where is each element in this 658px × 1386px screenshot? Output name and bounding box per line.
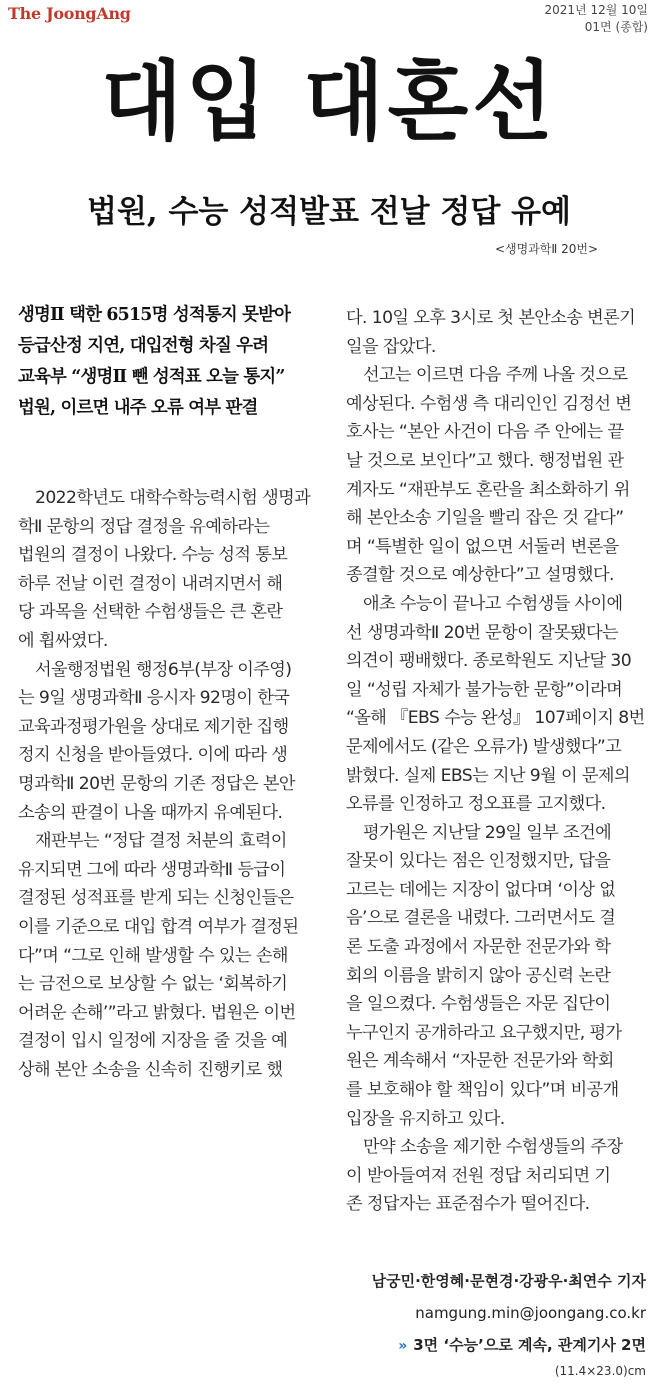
article-line: 이를 기준으로 대입 합격 여부가 결정된: [18, 916, 299, 937]
byline: 남궁민·한영혜·문현경·강광우·최연수 기자: [371, 1272, 646, 1290]
article-line: 계자도 “재판부도 혼란을 최소화하기 위: [346, 479, 630, 500]
article-line: 당 과목을 선택한 수험생들은 큰 혼란: [18, 602, 283, 623]
issue-page: 01면 (종합): [584, 20, 648, 34]
article-line: 어려운 손해’”라고 밝혔다. 법원은 이번: [18, 1002, 296, 1023]
article-line: 명과학Ⅱ 20번 문항의 기존 정답은 본안: [18, 773, 295, 794]
summary-line: 교육부 “생명Ⅱ 뺀 성적표 오늘 통지”: [18, 367, 285, 387]
continuation-text: 3면 ‘수능’으로 계속, 관계기사 2면: [413, 1336, 646, 1354]
article-line: 을 일으켰다. 수험생들은 자문 집단이: [346, 994, 611, 1015]
article-line: 호사는 “본안 사건이 다음 주 안에는 끝: [346, 422, 624, 443]
continuation-note[interactable]: [398, 1334, 646, 1355]
article-line: 며 “특별한 일이 없으면 서둘러 변론을: [346, 536, 619, 557]
article-line: 유지되면 그에 따라 생명과학Ⅱ 등급이: [18, 859, 286, 880]
article-line: 문제에서도 (같은 오류가) 발생했다”고: [346, 736, 622, 757]
article-line: 해 본안소송 기일을 빨리 잡은 것 같다”: [346, 508, 624, 529]
article-column-left: [18, 484, 334, 1084]
article-line: 오류를 인정하고 정오표를 고지했다.: [346, 794, 606, 815]
article-column-right: [346, 304, 652, 1219]
article-line: 에 휩싸였다.: [18, 630, 108, 651]
article-line: 다”며 “그로 인해 발생할 수 있는 손해: [18, 945, 288, 966]
article-line: 종결할 것으로 예상한다”고 설명했다.: [346, 565, 614, 586]
article-line: 고르는 데에는 지장이 없다며 ‘이상 없: [346, 879, 616, 900]
article-line: 상해 본안 소송을 신속히 진행키로 했: [18, 1059, 283, 1080]
issue-date: 2021년 12월 10일: [544, 3, 648, 17]
article-line: 예상된다. 수험생 측 대리인인 김정선 변: [346, 393, 632, 414]
article-line: 회의 이름을 밝히지 않아 공신력 논란: [346, 965, 611, 986]
article-line: 는 9일 생명과학Ⅱ 응시자 92명이 한국: [18, 688, 290, 709]
summary-line: 법원, 이르면 내주 오류 여부 판결: [18, 398, 258, 418]
article-line: 원은 계속해서 “자문한 전문가와 학회: [346, 1051, 614, 1072]
image-caption: <생명과학Ⅱ 20번>: [494, 242, 598, 256]
article-line: 는 금전으로 보상할 수 없는 ‘회복하기: [18, 974, 288, 995]
subheadline: 법원, 수능 성적발표 전날 정답 유예: [87, 194, 571, 230]
headline: 대입 대혼선: [101, 52, 557, 152]
article-line: 를 보호해야 할 책임이 있다”며 비공개: [346, 1080, 619, 1101]
article-size-note: (11.4×23.0)cm: [554, 1364, 646, 1378]
summary-line: 생명Ⅱ 택한 6515명 성적통지 못받아: [18, 305, 291, 325]
article-line: 존 정답자는 표준점수가 떨어진다.: [346, 1194, 590, 1215]
article-line: 누구인지 공개하라고 요구했지만, 평가: [346, 1022, 622, 1043]
article-line: 정지 신청을 받아들였다. 이에 따라 생: [18, 745, 288, 766]
article-line: 음’으로 결론을 내렸다. 그러면서도 결: [346, 908, 616, 929]
article-line: 입장을 유지하고 있다.: [346, 1108, 505, 1129]
article-line: 학Ⅱ 문항의 정답 결정을 유예하라는: [18, 516, 270, 537]
article-line: “올해 『EBS 수능 완성』 107페이지 8번: [346, 708, 645, 729]
article-line: 평가원은 지난달 29일 일부 조건에: [363, 822, 612, 843]
article-line: 결정된 성적표를 받게 되는 신청인들은: [18, 888, 294, 909]
article-line: 일 “성립 자체가 불가능한 문항”이라며: [346, 679, 623, 700]
newspaper-logo: The JoongAng: [8, 4, 131, 23]
article-line: 의견이 팽배했다. 종로학원도 지난달 30: [346, 651, 632, 672]
article-line: 2022학년도 대학수학능력시험 생명과: [35, 488, 311, 508]
summary-line: 등급산정 지연, 대입전형 차질 우려: [18, 336, 269, 356]
article-line: 하루 전날 이런 결정이 내려지면서 해: [18, 573, 283, 594]
article-line: 선 생명과학Ⅱ 20번 문항이 잘못됐다는: [346, 622, 619, 643]
author-email[interactable]: namgung.min@joongang.co.kr: [415, 1304, 646, 1322]
article-line: 법원의 결정이 나왔다. 수능 성적 통보: [18, 545, 288, 566]
article-line: 만약 소송을 제기한 수험생들의 주장: [363, 1137, 623, 1158]
article-line: 날 것으로 보인다”고 했다. 행정법원 관: [346, 450, 624, 471]
article-line: 서울행정법원 행정6부(부장 이주영): [35, 659, 292, 680]
article-line: 밝혔다. 실제 EBS는 지난 9월 이 문제의: [346, 765, 630, 786]
issue-meta: [545, 2, 648, 36]
article-line: 재판부는 “정답 결정 처분의 효력이: [35, 831, 287, 852]
article-line: 일을 잡았다.: [346, 336, 436, 357]
article-line: 선고는 이르면 다음 주께 나올 것으로: [363, 365, 628, 386]
summary-box: [18, 300, 336, 424]
article-line: 결정이 입시 일정에 지장을 줄 것을 예: [18, 1031, 288, 1052]
article-line: 다. 10일 오후 3시로 첫 본안소송 변론기: [346, 308, 636, 328]
article-line: 교육과정평가원을 상대로 제기한 집행: [18, 716, 289, 737]
article-line: 애초 수능이 끝나고 수험생들 사이에: [363, 593, 623, 614]
article-line: 이 받아들여져 전원 정답 처리되면 기: [346, 1165, 611, 1186]
article-line: 론 도출 과정에서 자문한 전문가와 학: [346, 937, 611, 958]
article-line: 소송의 판결이 나올 때까지 유예된다.: [18, 802, 283, 823]
double-chevron-icon: »: [398, 1338, 408, 1354]
article-line: 잘못이 있다는 점은 인정했지만, 답을: [346, 851, 611, 872]
